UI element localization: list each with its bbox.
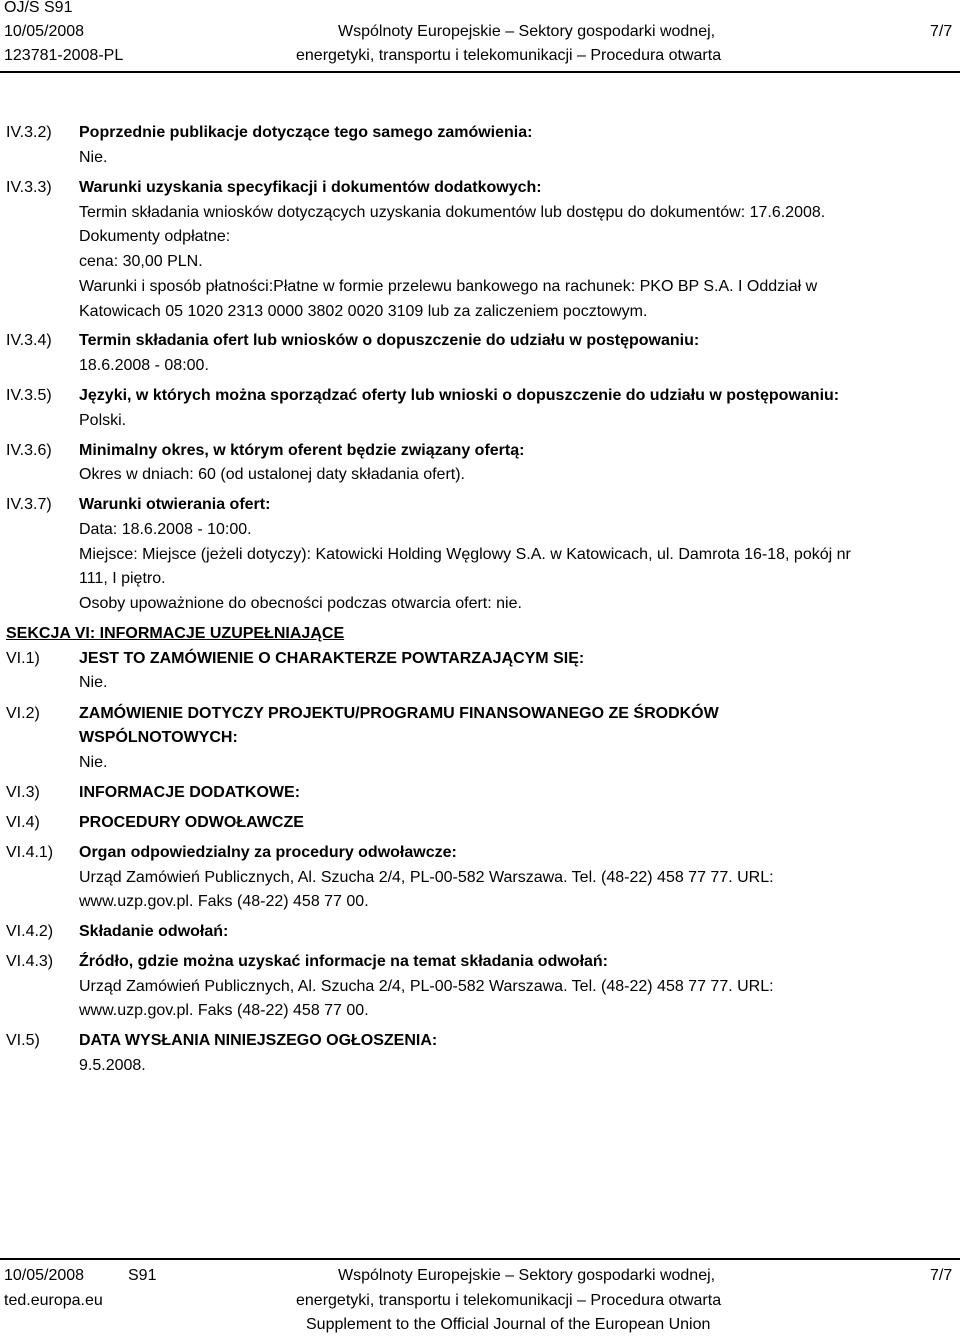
section-number-vi41: VI.4.1) xyxy=(6,844,54,861)
vi41-fax: . Faks (48-22) 458 77 00. xyxy=(188,893,369,910)
section-heading-vi42: Składanie odwołań: xyxy=(79,923,229,940)
vi43-line2 xyxy=(79,1001,369,1021)
section-number-vi2: VI.2) xyxy=(6,705,40,722)
section-heading-vi3: INFORMACJE DODATKOWE: xyxy=(79,784,301,801)
section-number-iv33: IV.3.3) xyxy=(6,179,52,196)
section-value-vi1: Nie. xyxy=(79,674,108,691)
header-title-line1: Wspólnoty Europejskie – Sektory gospodarki wodnej, xyxy=(338,23,716,40)
section-heading-vi41: Organ odpowiedzialny za procedury odwoławcze: xyxy=(79,844,457,861)
section-heading-vi1: JEST TO ZAMÓWIENIE O CHARAKTERZE POWTARZAJĄCYM SIĘ: xyxy=(79,650,585,667)
footer-supplement: Supplement to the Official Journal of the European Union xyxy=(306,1316,711,1333)
section-number-vi5: VI.5) xyxy=(6,1032,40,1049)
section-number-vi42: VI.4.2) xyxy=(6,923,54,940)
section-heading-iv33: Warunki uzyskania specyfikacji i dokumentów dodatkowych: xyxy=(79,179,542,196)
section-number-vi1: VI.1) xyxy=(6,650,40,667)
vi41-line2 xyxy=(79,892,369,912)
section-number-vi4: VI.4) xyxy=(6,814,40,831)
section-heading-iv36: Minimalny okres, w którym oferent będzie związany ofertą: xyxy=(79,442,525,459)
section-heading-vi5: DATA WYSŁANIA NINIEJSZEGO OGŁOSZENIA: xyxy=(79,1032,438,1049)
section-value-iv36: Okres w dniach: 60 (od ustalonej daty składania ofert). xyxy=(79,466,465,483)
section-value-vi5: 9.5.2008. xyxy=(79,1057,146,1074)
iv37-line1: Data: 18.6.2008 - 10:00. xyxy=(79,521,252,538)
section-title-vi: SEKCJA VI: INFORMACJE UZUPEŁNIAJĄCE xyxy=(6,625,345,642)
section-value-iv34: 18.6.2008 - 08:00. xyxy=(79,357,209,374)
footer-site: ted.europa.eu xyxy=(4,1292,103,1309)
header-divider xyxy=(0,71,960,73)
footer-title-line1: Wspólnoty Europejskie – Sektory gospodarki wodnej, xyxy=(338,1267,716,1284)
header-journal: OJ/S S91 xyxy=(4,0,73,16)
section-value-iv35: Polski. xyxy=(79,412,127,429)
vi41-line1: Urząd Zamówień Publicznych, Al. Szucha 2/4, PL-00-582 Warszawa. Tel. (48-22) 458 77 77. URL: xyxy=(79,869,774,886)
header-page: 7/7 xyxy=(930,23,953,40)
footer-date: 10/05/2008 xyxy=(4,1267,85,1284)
section-heading-iv37: Warunki otwierania ofert: xyxy=(79,496,271,513)
section-value-vi2: Nie. xyxy=(79,754,108,771)
section-heading-iv32: Poprzednie publikacje dotyczące tego samego zamówienia: xyxy=(79,124,533,141)
section-heading-vi2-line2: WSPÓLNOTOWYCH: xyxy=(79,729,238,746)
footer-title-line2: energetyki, transportu i telekomunikacji – Procedura otwarta xyxy=(296,1292,722,1309)
iv33-line5: Katowicach 05 1020 2313 0000 3802 0020 3109 lub za zaliczeniem pocztowym. xyxy=(79,303,648,320)
iv37-line3: 111, I piętro. xyxy=(79,570,166,587)
section-number-iv34: IV.3.4) xyxy=(6,332,52,349)
vi43-line1: Urząd Zamówień Publicznych, Al. Szucha 2/4, PL-00-582 Warszawa. Tel. (48-22) 458 77 77. URL: xyxy=(79,978,774,995)
section-heading-vi4: PROCEDURY ODWOŁAWCZE xyxy=(79,814,304,831)
footer-page: 7/7 xyxy=(930,1267,953,1284)
section-number-iv35: IV.3.5) xyxy=(6,387,52,404)
iv37-line2: Miejsce: Miejsce (jeżeli dotyczy): Katowicki Holding Węglowy S.A. w Katowicach, ul. Damrota 16-18, pokój nr xyxy=(79,546,851,563)
section-heading-vi43: Źródło, gdzie można uzyskać informacje na temat składania odwołań: xyxy=(79,953,609,970)
section-number-iv36: IV.3.6) xyxy=(6,442,52,459)
section-number-vi43: VI.4.3) xyxy=(6,953,54,970)
section-heading-iv35: Języki, w których można sporządzać oferty lub wnioski o dopuszczenie do udziału w postępowaniu: xyxy=(79,387,840,404)
uzp-url-link-2[interactable]: www.uzp.gov.pl xyxy=(79,1002,189,1019)
iv33-line3: cena: 30,00 PLN. xyxy=(79,253,203,270)
iv37-line4: Osoby upoważnione do obecności podczas otwarcia ofert: nie. xyxy=(79,595,522,612)
footer-divider xyxy=(0,1258,960,1260)
iv33-line1: Termin składania wniosków dotyczących uzyskania dokumentów lub dostępu do dokumentów: 17.6.2008. xyxy=(79,204,826,221)
section-number-iv37: IV.3.7) xyxy=(6,496,52,513)
iv33-line4: Warunki i sposób płatności:Płatne w formie przelewu bankowego na rachunek: PKO BP S.A. I Oddział w xyxy=(79,278,818,295)
footer-journal: S91 xyxy=(128,1267,157,1284)
vi43-fax: . Faks (48-22) 458 77 00. xyxy=(188,1002,369,1019)
section-value-iv32: Nie. xyxy=(79,149,108,166)
section-heading-vi2-line1: ZAMÓWIENIE DOTYCZY PROJEKTU/PROGRAMU FINANSOWANEGO ZE ŚRODKÓW xyxy=(79,705,719,722)
section-number-vi3: VI.3) xyxy=(6,784,40,801)
header-ref: 123781-2008-PL xyxy=(4,47,124,64)
header-date: 10/05/2008 xyxy=(4,23,85,40)
section-number-iv32: IV.3.2) xyxy=(6,124,52,141)
section-heading-iv34: Termin składania ofert lub wniosków o dopuszczenie do udziału w postępowaniu: xyxy=(79,332,700,349)
uzp-url-link[interactable]: www.uzp.gov.pl xyxy=(79,893,189,910)
iv33-line2: Dokumenty odpłatne: xyxy=(79,228,231,245)
header-title-line2: energetyki, transportu i telekomunikacji – Procedura otwarta xyxy=(296,47,722,64)
